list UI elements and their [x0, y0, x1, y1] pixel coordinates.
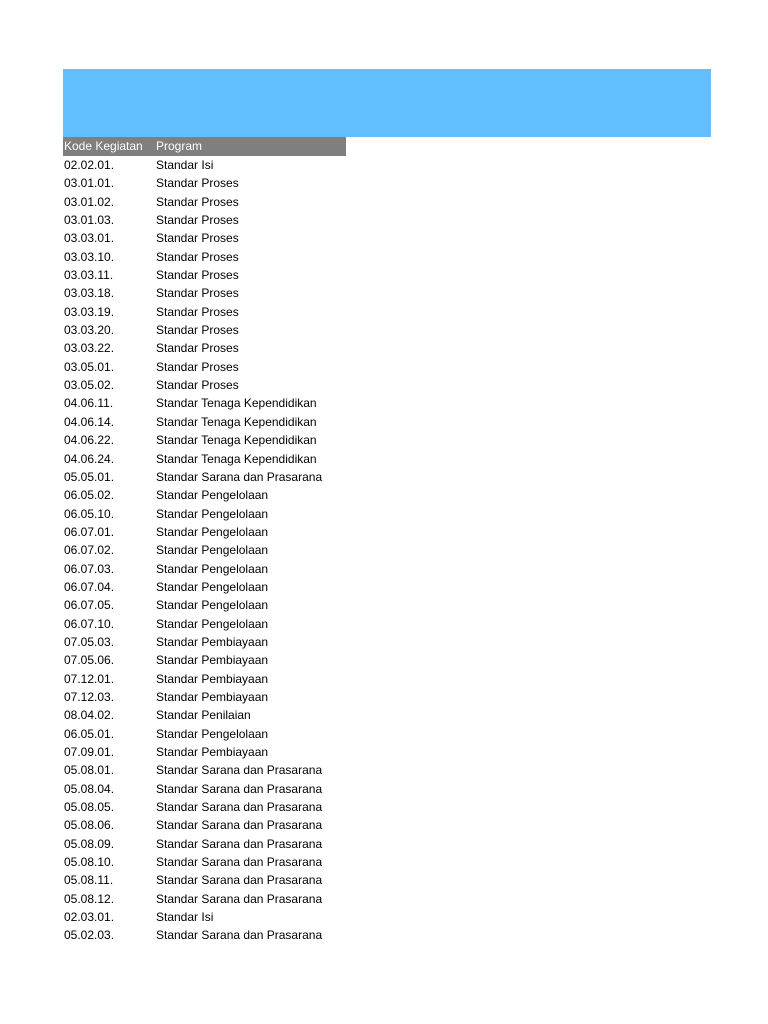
table-row [63, 633, 346, 651]
cell-program: Standar Sarana dan Prasarana [156, 836, 323, 851]
cell-kode-kegiatan: 06.07.10. [64, 616, 115, 631]
table-row [63, 211, 346, 229]
cell-kode-kegiatan: 06.05.02. [64, 488, 115, 503]
cell-kode-kegiatan: 06.05.10. [64, 506, 115, 521]
cell-program: Standar Proses [156, 176, 239, 191]
table-row [63, 816, 346, 834]
table-row [63, 193, 346, 211]
cell-program: Standar Sarana dan Prasarana [156, 800, 323, 815]
program-table [63, 137, 346, 945]
cell-program: Standar Pembiayaan [156, 745, 269, 759]
table-row [63, 156, 346, 174]
cell-kode-kegiatan: 05.08.01. [64, 763, 115, 778]
table-row [63, 688, 346, 706]
cell-kode-kegiatan: 05.02.03. [64, 928, 115, 943]
cell-program: Standar Tenaga Kependidikan [156, 451, 317, 466]
cell-program: Standar Sarana dan Prasarana [156, 928, 323, 943]
table-row [63, 266, 346, 284]
cell-program: Standar Pengelolaan [156, 579, 269, 594]
cell-program: Standar Pembiayaan [156, 671, 269, 686]
table-row [63, 248, 346, 266]
cell-program: Standar Sarana dan Prasarana [156, 781, 323, 796]
cell-kode-kegiatan: 03.01.03. [64, 213, 115, 228]
cell-program: Standar Proses [156, 213, 239, 228]
cell-program: Standar Proses [156, 194, 239, 209]
cell-kode-kegiatan: 05.08.04. [64, 781, 115, 796]
cell-program: Standar Proses [156, 378, 239, 393]
table-row [63, 651, 346, 669]
cell-kode-kegiatan: 06.07.04. [64, 579, 115, 594]
table-row [63, 303, 346, 321]
table-row [63, 523, 346, 541]
table-row [63, 743, 346, 761]
cell-kode-kegiatan: 03.03.22. [64, 341, 115, 356]
table-row [63, 339, 346, 357]
cell-program: Standar Proses [156, 304, 239, 319]
cell-kode-kegiatan: 07.12.03. [64, 689, 115, 704]
cell-program: Standar Sarana dan Prasarana [156, 855, 323, 870]
cell-program: Standar Proses [156, 249, 239, 264]
table-row [63, 761, 346, 779]
cell-kode-kegiatan: 03.03.20. [64, 323, 115, 338]
cell-program: Standar Sarana dan Prasarana [156, 873, 323, 888]
cell-program: Standar Proses [156, 341, 239, 356]
cell-program: Standar Isi [156, 910, 214, 925]
cell-program: Standar Tenaga Kependidikan [156, 414, 317, 429]
cell-kode-kegiatan: 05.08.12. [64, 891, 115, 906]
table-row [63, 798, 346, 816]
table-row [63, 615, 346, 633]
cell-program: Standar Sarana dan Prasarana [156, 763, 323, 778]
cell-program: Standar Pengelolaan [156, 524, 269, 539]
cell-kode-kegiatan: 02.03.01. [64, 910, 115, 925]
cell-program: Standar Sarana dan Prasarana [156, 818, 323, 833]
cell-kode-kegiatan: 04.06.22. [64, 433, 115, 448]
cell-program: Standar Pembiayaan [156, 634, 269, 649]
cell-program: Standar Proses [156, 231, 239, 246]
table-row [63, 505, 346, 523]
cell-kode-kegiatan: 04.06.14. [64, 414, 115, 429]
cell-kode-kegiatan: 08.04.02. [64, 708, 115, 723]
cell-kode-kegiatan: 03.03.01. [64, 231, 115, 246]
cell-program: Standar Sarana dan Prasarana [156, 891, 323, 906]
cell-program: Standar Pengelolaan [156, 616, 269, 631]
cell-program: Standar Proses [156, 359, 239, 374]
table-row [63, 670, 346, 688]
table-row [63, 431, 346, 449]
cell-kode-kegiatan: 03.03.11. [64, 268, 114, 283]
cell-kode-kegiatan: 06.07.03. [64, 561, 115, 576]
table-row [63, 926, 346, 944]
cell-kode-kegiatan: 02.02.01. [64, 158, 115, 172]
header-kode-kegiatan: Kode Kegiatan [64, 139, 143, 153]
table-row [63, 871, 346, 889]
cell-program: Standar Sarana dan Prasarana [156, 469, 323, 484]
table-row [63, 486, 346, 504]
table-row [63, 229, 346, 247]
cell-kode-kegiatan: 03.01.02. [64, 194, 115, 209]
cell-kode-kegiatan: 07.05.03. [64, 634, 115, 649]
cell-kode-kegiatan: 03.05.01. [64, 359, 115, 374]
table-row [63, 376, 346, 394]
cell-program: Standar Pengelolaan [156, 543, 269, 558]
table-row [63, 853, 346, 871]
table-row [63, 174, 346, 192]
table-row [63, 413, 346, 431]
cell-program: Standar Proses [156, 286, 239, 301]
table-row [63, 541, 346, 559]
cell-kode-kegiatan: 06.07.05. [64, 598, 115, 613]
table-row [63, 450, 346, 468]
cell-kode-kegiatan: 04.06.11. [64, 396, 114, 411]
cell-kode-kegiatan: 07.05.06. [64, 653, 115, 668]
table-body [63, 156, 346, 945]
cell-kode-kegiatan: 05.08.10. [64, 855, 115, 870]
cell-kode-kegiatan: 03.03.10. [64, 249, 115, 264]
header-program: Program [156, 139, 203, 153]
cell-kode-kegiatan: 03.05.02. [64, 378, 115, 393]
table-row [63, 890, 346, 908]
cell-kode-kegiatan: 05.08.09. [64, 836, 115, 851]
table-row [63, 908, 346, 926]
table-row [63, 321, 346, 339]
cell-kode-kegiatan: 05.05.01. [64, 469, 115, 484]
table-row [63, 835, 346, 853]
table-row [63, 284, 346, 302]
table-row [63, 358, 346, 376]
cell-kode-kegiatan: 05.08.05. [64, 800, 115, 815]
cell-program: Standar Tenaga Kependidikan [156, 396, 317, 411]
table-row [63, 596, 346, 614]
cell-kode-kegiatan: 04.06.24. [64, 451, 115, 466]
cell-kode-kegiatan: 06.07.02. [64, 543, 115, 558]
cell-program: Standar Pengelolaan [156, 726, 269, 741]
table-row [63, 725, 346, 743]
cell-program: Standar Pembiayaan [156, 653, 269, 668]
cell-program: Standar Pembiayaan [156, 689, 269, 704]
cell-program: Standar Proses [156, 268, 239, 283]
cell-kode-kegiatan: 03.03.18. [64, 286, 115, 301]
cell-kode-kegiatan: 07.09.01. [64, 745, 115, 759]
cell-program: Standar Tenaga Kependidikan [156, 433, 317, 448]
table-row [63, 394, 346, 412]
table-row [63, 578, 346, 596]
table-row [63, 560, 346, 578]
cell-program: Standar Penilaian [156, 708, 251, 723]
cell-program: Standar Isi [156, 158, 214, 172]
cell-kode-kegiatan: 05.08.06. [64, 818, 115, 833]
cell-program: Standar Pengelolaan [156, 488, 269, 503]
table-row [63, 780, 346, 798]
cell-kode-kegiatan: 06.07.01. [64, 524, 115, 539]
cell-program: Standar Pengelolaan [156, 506, 269, 521]
table-header-row [63, 137, 346, 156]
cell-kode-kegiatan: 03.01.01. [64, 176, 115, 191]
cell-program: Standar Proses [156, 323, 239, 338]
header-banner [63, 69, 711, 137]
table-row [63, 706, 346, 724]
cell-program: Standar Pengelolaan [156, 598, 269, 613]
cell-kode-kegiatan: 03.03.19. [64, 304, 115, 319]
cell-kode-kegiatan: 06.05.01. [64, 726, 115, 741]
table-row [63, 468, 346, 486]
cell-kode-kegiatan: 07.12.01. [64, 671, 115, 686]
cell-kode-kegiatan: 05.08.11. [64, 873, 114, 888]
cell-program: Standar Pengelolaan [156, 561, 269, 576]
